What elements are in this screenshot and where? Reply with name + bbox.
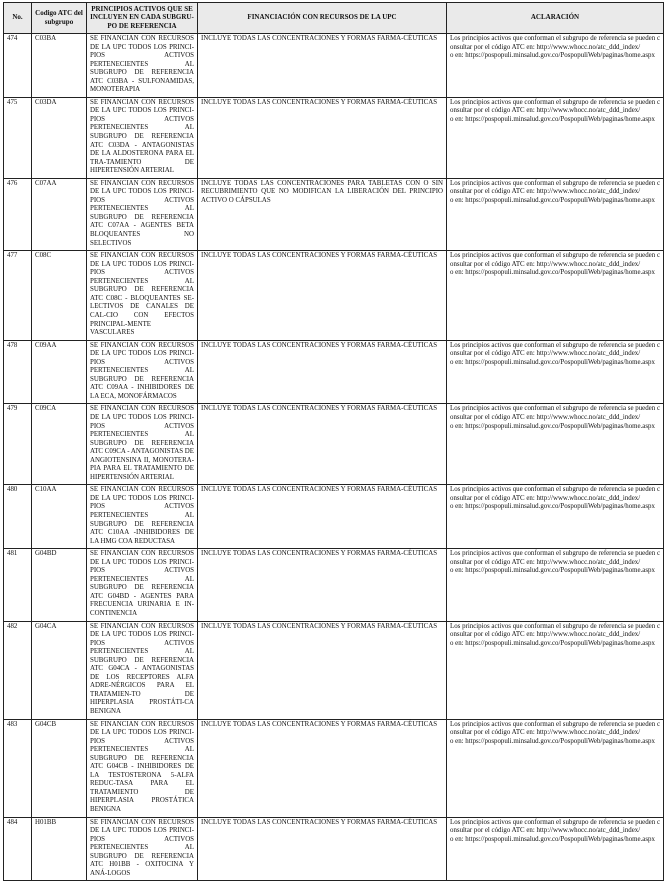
clarification-whocc-text: Los principios activos que conforman el subgrupo de referencia se pueden consultar por el código ATC en: http://www.whocc.no/atc_ddd_index/ [450,818,660,835]
clarification-cell [447,340,664,404]
financing-text: INCLUYE TODAS LAS CONCENTRACIONES Y FORMAS FARMA-CÉUTICAS [198,251,447,340]
active-principles-text: SE FINANCIAN CON RECURSOS DE LA UPC TODOS LOS PRINCI-PIOS ACTIVOS PERTENECIENTES AL SUBGRUPO DE REFERENCIA ATC C03BA - SULFONAMIDAS, MONOTERAPIA [87,34,198,98]
financing-text: INCLUYE TODAS LAS CONCENTRACIONES Y FORMAS FARMA-CÉUTICAS [198,404,447,485]
header-row [4,3,664,34]
row-number: 484 [4,817,32,881]
table-row [4,719,664,817]
table-row [4,404,664,485]
row-number: 479 [4,404,32,485]
header-no: No. [4,3,32,34]
clarification-pospopuli-text: o en: https://pospopuli.minsalud.gov.co/PospopuliWeb/paginas/home.aspx [450,52,655,60]
financing-text: INCLUYE TODAS LAS CONCENTRACIONES Y FORMAS FARMA-CÉUTICAS [198,719,447,817]
table-row [4,97,664,178]
clarification-whocc-text: Los principios activos que conforman el subgrupo de referencia se pueden consultar por el código ATC en: http://www.whocc.no/atc_ddd_index/ [450,720,660,737]
atc-code: C03DA [32,97,87,178]
row-number: 474 [4,34,32,98]
clarification-cell [447,34,664,98]
header-active-principles: PRINCIPIOS ACTIVOS QUE SE INCLUYEN EN CADA SUBGRU-PO DE REFERENCIA [87,3,198,34]
table-row [4,340,664,404]
active-principles-text: SE FINANCIAN CON RECURSOS DE LA UPC TODOS LOS PRINCI-PIOS ACTIVOS PERTENECIENTES AL SUBGRUPO DE REFERENCIA ATC C10AA -INHIBIDORES DE LA HMG COA REDUCTASA [87,485,198,549]
financing-text: INCLUYE TODAS LAS CONCENTRACIONES Y FORMAS FARMA-CÉUTICAS [198,34,447,98]
clarification-cell [447,97,664,178]
table-row [4,485,664,549]
header-atc-code: Codigo ATC del subgrupo [32,3,87,34]
active-principles-text: SE FINANCIAN CON RECURSOS DE LA UPC TODOS LOS PRINCI-PIOS ACTIVOS PERTENECIENTES AL SUBGRUPO DE REFERENCIA ATC C09CA - ANTAGONISTAS DE ANGIOTENSINA II, MONOTERA-PIA PARA EL TRATAMIENTO DE HIPERTENSIÓN ARTERIAL [87,404,198,485]
clarification-pospopuli-text: o en: https://pospopuli.minsalud.gov.co/PospopuliWeb/paginas/home.aspx [450,639,655,647]
atc-code: C09AA [32,340,87,404]
financing-text: INCLUYE TODAS LAS CONCENTRACIONES PARA TABLETAS CON O SIN RECUBRIMIENTO QUE NO MODIFICAN LA LIBERACIÓN DEL PRINCIPIO ACTIVO O CÁPSULAS [198,178,447,250]
clarification-pospopuli-text: o en: https://pospopuli.minsalud.gov.co/PospopuliWeb/paginas/home.aspx [450,422,655,430]
row-number: 482 [4,621,32,719]
active-principles-text: SE FINANCIAN CON RECURSOS DE LA UPC TODOS LOS PRINCI-PIOS ACTIVOS PERTENECIENTES AL SUBGRUPO DE REFERENCIA ATC C07AA - AGENTES BETA BLOQUEANTES NO SELECTIVOS [87,178,198,250]
clarification-cell [447,621,664,719]
clarification-pospopuli-text: o en: https://pospopuli.minsalud.gov.co/PospopuliWeb/paginas/home.aspx [450,503,655,511]
atc-code: G04CB [32,719,87,817]
atc-code: C08C [32,251,87,340]
clarification-whocc-text: Los principios activos que conforman el subgrupo de referencia se pueden consultar por el código ATC en: http://www.whocc.no/atc_ddd_index/ [450,550,660,566]
financing-text: INCLUYE TODAS LAS CONCENTRACIONES Y FORMAS FARMA-CÉUTICAS [198,340,447,404]
atc-code: C09CA [32,404,87,485]
active-principles-text: SE FINANCIAN CON RECURSOS DE LA UPC TODOS LOS PRINCI-PIOS ACTIVOS PERTENECIENTES AL SUBGRUPO DE REFERENCIA ATC G04CB - INHIBIDORES DE LA TESTOSTERONA 5-ALFA REDUC-TASA PARA EL TRATAMIENTO DE HIPERPLASIA PROSTÁTICA BENIGNA [87,719,198,817]
clarification-whocc-text: Los principios activos que conforman el subgrupo de referencia se pueden consultar por el código ATC en: http://www.whocc.no/atc_ddd_index/ [450,98,660,115]
financing-text: INCLUYE TODAS LAS CONCENTRACIONES Y FORMAS FARMA-CÉUTICAS [198,817,447,881]
clarification-cell [447,485,664,549]
financing-text: INCLUYE TODAS LAS CONCENTRACIONES Y FORMAS FARMA-CÉUTICAS [198,621,447,719]
clarification-pospopuli-text: o en: https://pospopuli.minsalud.gov.co/PospopuliWeb/paginas/home.aspx [450,567,655,575]
clarification-cell [447,719,664,817]
row-number: 475 [4,97,32,178]
atc-code: G04CA [32,621,87,719]
clarification-whocc-text: Los principios activos que conforman el subgrupo de referencia se pueden consultar por el código ATC en: http://www.whocc.no/atc_ddd_index/ [450,622,660,639]
active-principles-text: SE FINANCIAN CON RECURSOS DE LA UPC TODOS LOS PRINCI-PIOS ACTIVOS PERTENECIENTES AL SUBGRUPO DE REFERENCIA ATC G04CA - ANTAGONISTAS DE LOS RECEPTORES ALFA ADRE-NÉRGICOS PARA EL TRATAMIEN-TO DE HIPERPLASIA PROSTÁTI-CA BENIGNA [87,621,198,719]
table-body [4,34,664,881]
financing-text: INCLUYE TODAS LAS CONCENTRACIONES Y FORMAS FARMA-CÉUTICAS [198,97,447,178]
table-row [4,251,664,340]
financing-text: INCLUYE TODAS LAS CONCENTRACIONES Y FORMAS FARMA-CÉUTICAS [198,485,447,549]
active-principles-text: SE FINANCIAN CON RECURSOS DE LA UPC TODOS LOS PRINCI-PIOS ACTIVOS PERTENECIENTES AL SUBGRUPO DE REFERENCIA ATC C08C - BLOQUEANTES SE-LECTIVOS DE CANALES DE CAL-CIO CON EFECTOS PRINCIPAL-MENTE VASCULARES [87,251,198,340]
clarification-cell [447,404,664,485]
active-principles-text: SE FINANCIAN CON RECURSOS DE LA UPC TODOS LOS PRINCI-PIOS ACTIVOS PERTENECIENTES AL SUBGRUPO DE REFERENCIA ATC G04BD - AGENTES PARA FRECUENCIA URINARIA E IN-CONTINENCIA [87,549,198,621]
table-header [4,3,664,34]
clarification-cell [447,251,664,340]
table-row [4,621,664,719]
table-row [4,549,664,621]
clarification-whocc-text: Los principios activos que conforman el subgrupo de referencia se pueden consultar por el código ATC en: http://www.whocc.no/atc_ddd_index/ [450,341,660,358]
clarification-cell [447,817,664,881]
atc-code: G04BD [32,549,87,621]
clarification-pospopuli-text: o en: https://pospopuli.minsalud.gov.co/PospopuliWeb/paginas/home.aspx [450,269,655,277]
active-principles-text: SE FINANCIAN CON RECURSOS DE LA UPC TODOS LOS PRINCI-PIOS ACTIVOS PERTENECIENTES AL SUBGRUPO DE REFERENCIA ATC H01BB - OXITOCINA Y ANÁ-LOGOS [87,817,198,881]
clarification-pospopuli-text: o en: https://pospopuli.minsalud.gov.co/PospopuliWeb/paginas/home.aspx [450,115,655,123]
table-row [4,34,664,98]
header-clarification: ACLARACIÓN [447,3,664,34]
table-row [4,817,664,881]
row-number: 480 [4,485,32,549]
upc-financing-table [3,2,664,881]
clarification-pospopuli-text: o en: https://pospopuli.minsalud.gov.co/PospopuliWeb/paginas/home.aspx [450,196,655,204]
clarification-cell [447,178,664,250]
row-number: 481 [4,549,32,621]
clarification-cell [447,549,664,621]
atc-code: C03BA [32,34,87,98]
atc-code: C10AA [32,485,87,549]
atc-code: H01BB [32,817,87,881]
clarification-pospopuli-text: o en: https://pospopuli.minsalud.gov.co/PospopuliWeb/paginas/home.aspx [450,835,655,843]
row-number: 476 [4,178,32,250]
active-principles-text: SE FINANCIAN CON RECURSOS DE LA UPC TODOS LOS PRINCI-PIOS ACTIVOS PERTENECIENTES AL SUBGRUPO DE REFERENCIA ATC C03DA - ANTAGONISTAS DE LA ALDOSTERONA PARA EL TRA-TAMIENTO DE HIPERTENSIÓN ARTERIAL [87,97,198,178]
active-principles-text: SE FINANCIAN CON RECURSOS DE LA UPC TODOS LOS PRINCI-PIOS ACTIVOS PERTENECIENTES AL SUBGRUPO DE REFERENCIA ATC C09AA - INHIBIDORES DE LA ECA, MONOFÁRMACOS [87,340,198,404]
table-row [4,178,664,250]
clarification-whocc-text: Los principios activos que conforman el subgrupo de referencia se pueden consultar por el código ATC en: http://www.whocc.no/atc_ddd_index/ [450,252,660,268]
header-upc-financing: FINANCIACIÓN CON RECURSOS DE LA UPC [198,3,447,34]
clarification-whocc-text: Los principios activos que conforman el subgrupo de referencia se pueden consultar por el código ATC en: http://www.whocc.no/atc_ddd_index/ [450,486,660,502]
clarification-whocc-text: Los principios activos que conforman el subgrupo de referencia se pueden consultar por el código ATC en: http://www.whocc.no/atc_ddd_index/ [450,405,660,421]
clarification-pospopuli-text: o en: https://pospopuli.minsalud.gov.co/PospopuliWeb/paginas/home.aspx [450,358,655,366]
row-number: 477 [4,251,32,340]
clarification-whocc-text: Los principios activos que conforman el subgrupo de referencia se pueden consultar por el código ATC en: http://www.whocc.no/atc_ddd_index/ [450,179,660,196]
financing-text: INCLUYE TODAS LAS CONCENTRACIONES Y FORMAS FARMA-CÉUTICAS [198,549,447,621]
clarification-whocc-text: Los principios activos que conforman el subgrupo de referencia se pueden consultar por el código ATC en: http://www.whocc.no/atc_ddd_index/ [450,35,660,51]
atc-code: C07AA [32,178,87,250]
clarification-pospopuli-text: o en: https://pospopuli.minsalud.gov.co/PospopuliWeb/paginas/home.aspx [450,737,655,745]
row-number: 478 [4,340,32,404]
row-number: 483 [4,719,32,817]
